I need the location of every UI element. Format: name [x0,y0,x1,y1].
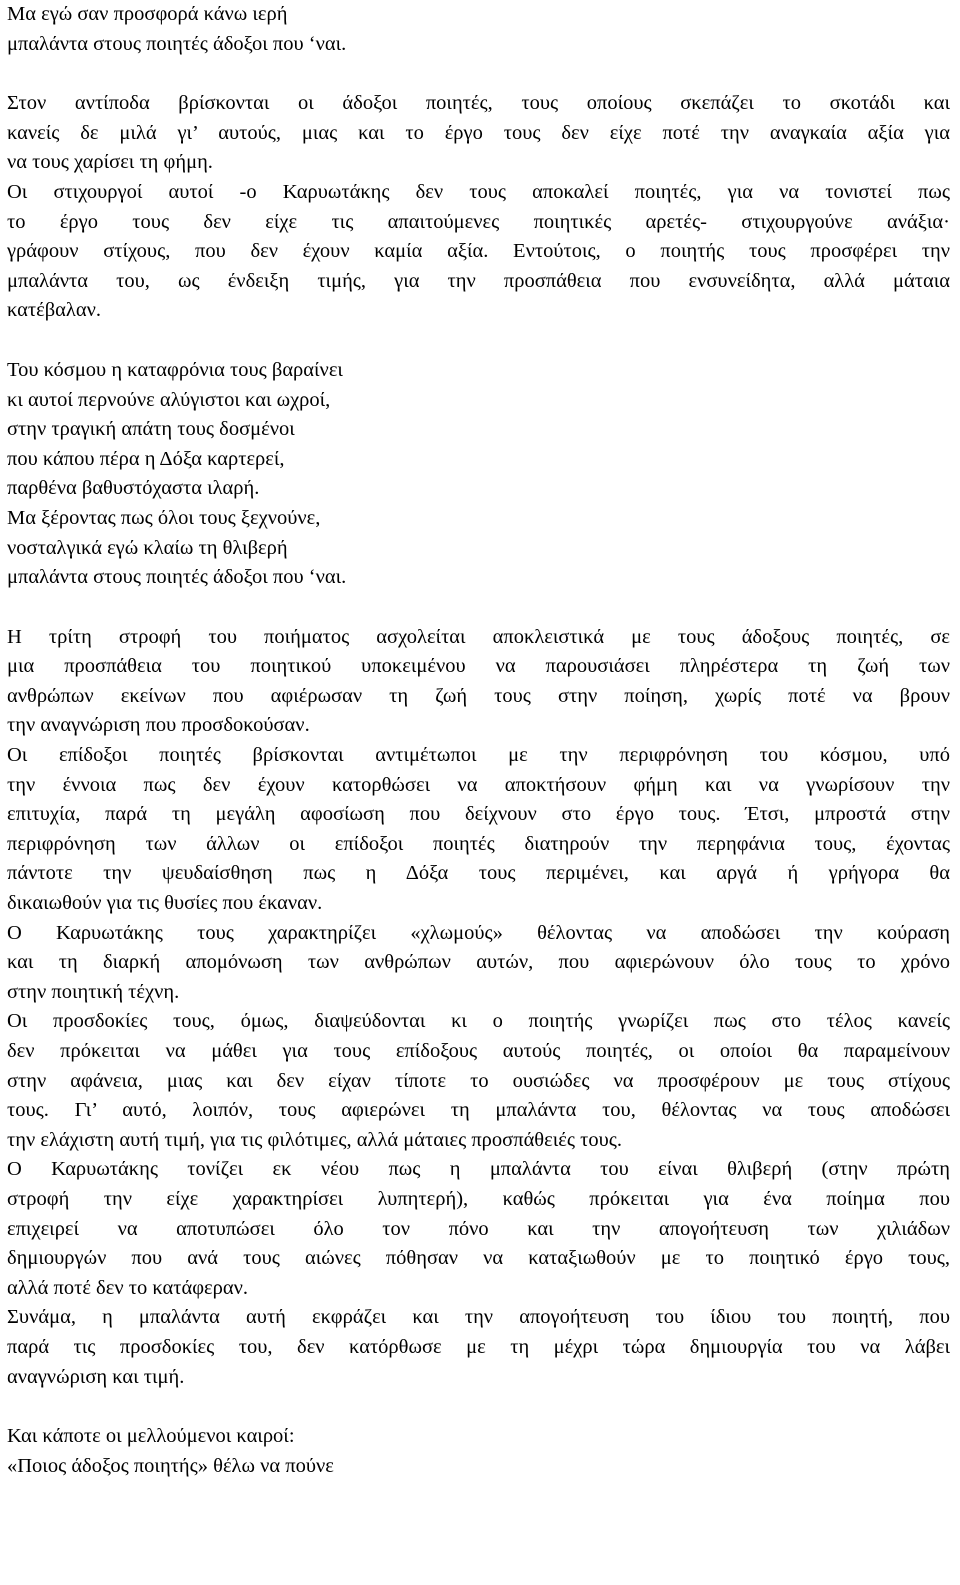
poem-line: Μα εγώ σαν προσφορά κάνω ιερή [7,3,288,25]
text-line: ανθρώπων εκείνων που αφιέρωσαν τη ζωή τους στην ποίηση, χωρίς ποτέ να βρουν [7,684,950,707]
commentary-paragraph [7,178,950,326]
text-line: και τη διαρκή απομόνωση των ανθρώπων αυτών, που αφιερώνουν όλο τους το χρόνο [7,951,950,974]
text-line: μπαλάντα του, ως ένδειξη τιμής, για την προσπάθεια που ενσυνείδητα, αλλά μάταια [7,269,950,292]
text-line: δικαιωθούν για τις θυσίες που έκαναν. [7,892,323,915]
text-line: την αναγνώριση που προσδοκούσαν. [7,714,310,737]
text-line: επιτυχία, παρά τη μεγάλη αφοσίωση που δείχνουν στο έργο τους. Έτσι, μπροστά στην [7,803,950,826]
spacer [7,1392,950,1422]
poem-closing [7,1422,950,1481]
commentary-paragraph [7,623,950,741]
text-line: Οι στιχουργοί αυτοί -ο Καρυωτάκης δεν τους αποκαλεί ποιητές, για να τονιστεί πως [7,180,950,203]
commentary-paragraph [7,741,950,919]
commentary-paragraph [7,1303,950,1392]
spacer [7,59,950,89]
text-line: περιφρόνηση των άλλων οι επίδοξοι ποιητές διατηρούν την περηφάνια τους, έχοντας [7,832,950,855]
poem-line: μπαλάντα στους ποιητές άδοξοι που ‘ναι. [7,566,347,589]
poem-opening [7,0,950,59]
poem-line: μπαλάντα στους ποιητές άδοξοι που ‘ναι. [7,32,347,55]
text-line: Στον αντίποδα βρίσκονται οι άδοξοι ποιητές, τους οποίους σκεπάζει το σκοτάδι και [7,92,950,115]
poem-line: κι αυτοί περνούνε αλύγιστοι και ωχροί, [7,388,331,411]
text-line: δεν πρόκειται να μάθει για τους επίδοξους αυτούς ποιητές, οι οποίοι θα παραμείνουν [7,1040,950,1062]
spacer [7,593,950,623]
poem-line: Μα ξέροντας πως όλοι τους ξεχνούνε, [7,506,321,529]
poem-line: Και κάποτε οι μελλούμενοι καιροί: [7,1425,295,1448]
text-line: Οι προσδοκίες τους, όμως, διαψεύδονται κι ο ποιητής γνωρίζει πως στο τέλος κανείς [7,1010,950,1033]
poem-line: νοσταλγικά εγώ κλαίω τη θλιβερή [7,536,288,559]
spacer [7,326,950,356]
poem-stanza [7,356,950,593]
poem-line: Του κόσμου η καταφρόνια τους βαραίνει [7,358,343,381]
text-line: Οι επίδοξοι ποιητές βρίσκονται αντιμέτωποι με την περιφρόνηση του κόσμου, υπό [7,744,950,767]
text-line: την ελάχιστη αυτή τιμή, για τις φιλότιμες, αλλά μάταιες προσπάθειές τους. [7,1128,622,1151]
text-line: Συνάμα, η μπαλάντα αυτή εκφράζει και την απογοήτευση του ίδιου του ποιητή, που [7,1306,950,1329]
commentary-paragraph [7,919,950,1008]
poem-line: που κάπου πέρα η Δόξα καρτερεί, [7,447,285,470]
text-line: το έργο τους δεν είχε τις απαιτούμενες ποιητικές αρετές- στιχουργούνε ανάξια· [7,210,950,233]
text-line: την έννοια πως δεν έχουν κατορθώσει να αποκτήσουν φήμη και να γνωρίσουν την [7,773,950,796]
text-line: στην ποιητική τέχνη. [7,980,180,1003]
text-line: κατέβαλαν. [7,299,101,322]
text-line: μια προσπάθεια του ποιητικού υποκειμένου να παρουσιάσει πληρέστερα τη ζωή των [7,655,950,678]
text-line: πάντοτε την ψευδαίσθηση πως η Δόξα τους περιμένει, και αργά ή γρήγορα θα [7,862,950,885]
text-line: τους. Γι’ αυτό, λοιπόν, τους αφιερώνει τη μπαλάντα του, θέλοντας να τους αποδώσει [7,1099,950,1122]
text-line: στην αφάνεια, μιας και δεν είχαν τίποτε το ουσιώδες να προσφέρουν με τους στίχους [7,1069,950,1092]
text-line: επιχειρεί να αποτυπώσει όλο τον πόνο και την απογοήτευση των χιλιάδων [7,1217,950,1240]
text-line: αλλά ποτέ δεν το κατάφεραν. [7,1276,249,1299]
text-line: Ο Καρυωτάκης τονίζει εκ νέου πως η μπαλάντα του είναι θλιβερή (στην πρώτη [7,1158,950,1181]
text-line: παρά τις προσδοκίες του, δεν κατόρθωσε με τη μέχρι τώρα δημιουργία του να λάβει [7,1335,950,1358]
commentary-paragraph [7,1007,950,1155]
text-line: Ο Καρυωτάκης τους χαρακτηρίζει «χλωμούς» θέλοντας να αποδώσει την κούραση [7,921,950,944]
text-line: Η τρίτη στροφή του ποιήματος ασχολείται αποκλειστικά με τους άδοξους ποιητές, σε [7,625,950,648]
commentary-paragraph [7,89,950,178]
text-line: αναγνώριση και τιμή. [7,1365,185,1388]
poem-line: παρθένα βαθυστόχαστα ιλαρή. [7,477,260,500]
commentary-paragraph [7,1155,950,1303]
text-line: γράφουν στίχους, που δεν έχουν καμία αξία. Εντούτοις, ο ποιητής τους προσφέρει την [7,240,950,263]
text-line: δημιουργών που ανά τους αιώνες πόθησαν να καταξιωθούν με το ποιητικό έργο τους, [7,1247,950,1270]
poem-line: στην τραγική απάτη τους δοσμένοι [7,418,295,441]
poem-line: «Ποιος άδοξος ποιητής» θέλω να πούνε [7,1454,334,1477]
text-line: κανείς δε μιλά γι’ αυτούς, μιας και το έργο τους δεν είχε ποτέ την αναγκαία αξία για [7,121,950,144]
text-line: να τους χαρίσει τη φήμη. [7,151,213,174]
text-line: στροφή την είχε χαρακτηρίσει λυπητερή), καθώς πρόκειται για ένα ποίημα που [7,1187,950,1210]
